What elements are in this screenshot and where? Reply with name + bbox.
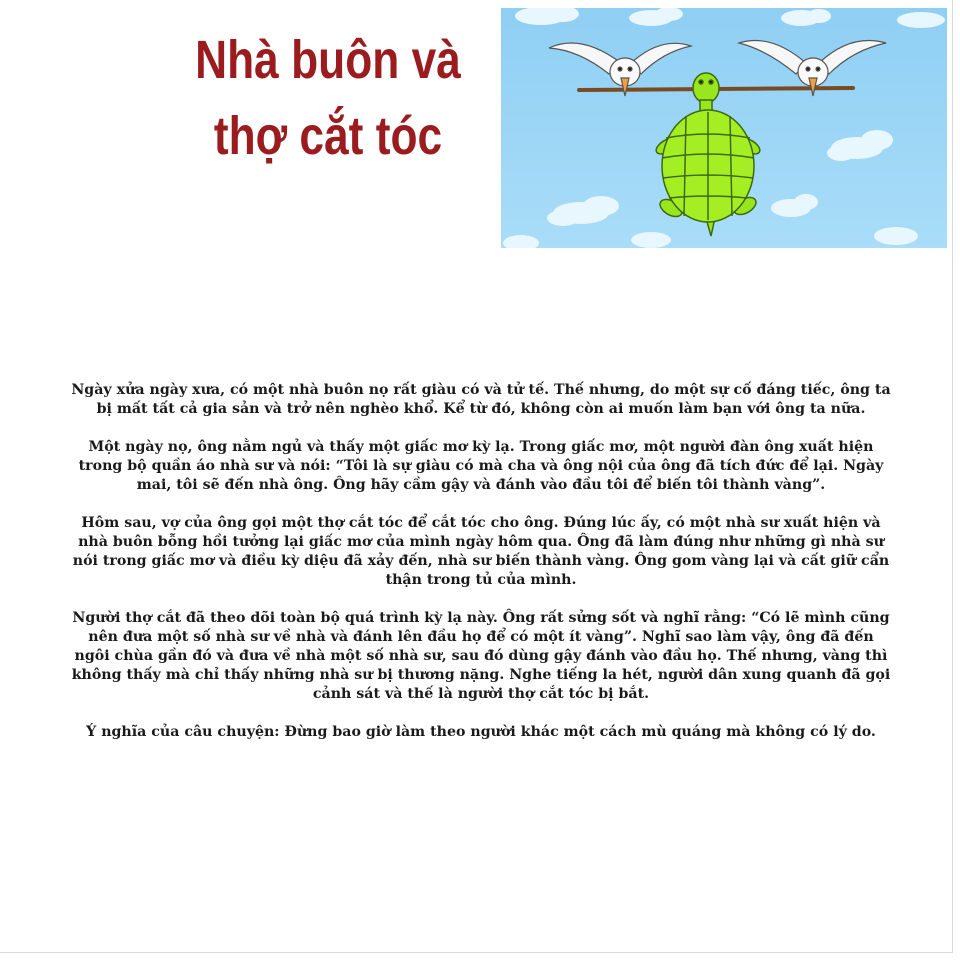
title-line-2: thợ cắt tóc bbox=[213, 106, 443, 166]
story-text bbox=[70, 381, 892, 761]
story-paragraph: Ngày xửa ngày xưa, có một nhà buôn nọ rất giàu có và tử tế. Thế nhưng, do một sự cố đáng tiếc, ông ta bị mất tất cả gia sản và trở nên nghèo khổ. Kể từ đó, không còn ai muốn làm bạn với ông ta nữa. bbox=[71, 382, 891, 417]
turtle-carried-by-birds-illustration bbox=[501, 8, 947, 248]
title-line-1: Nhà buôn và bbox=[195, 30, 461, 90]
story-paragraph: Hôm sau, vợ của ông gọi một thợ cắt tóc để cắt tóc cho ông. Đúng lúc ấy, có một nhà sư xuất hiện và nhà buôn bỗng hồi tưởng lại giấc mơ của mình ngày hôm qua. Ông đã làm đúng như những gì nhà sư nói trong giấc mơ và điều kỳ diệu đã xảy đến, nhà sư biến thành vàng. Ông gom vàng lại và cất giữ cẩn thận trong tủ của mình. bbox=[72, 515, 890, 588]
story-moral: Ý nghĩa của câu chuyện: Đừng bao giờ làm theo người khác một cách mù quáng mà không có lý do. bbox=[86, 724, 876, 740]
story-paragraph: Một ngày nọ, ông nằm ngủ và thấy một giấc mơ kỳ lạ. Trong giấc mơ, một người đàn ông xuất hiện trong bộ quần áo nhà sư và nói: “Tôi là sự giàu có mà cha và ông nội của ông đã tích đức để lại. Ngày mai, tôi sẽ đến nhà ông. Ông hãy cầm gậy và đánh vào đầu tôi để biến tôi thành vàng”. bbox=[78, 439, 884, 493]
story-paragraph: Người thợ cắt đã theo dõi toàn bộ quá trình kỳ lạ này. Ông rất sửng sốt và nghĩ rằng: “Có lẽ mình cũng nên đưa một số nhà sư về nhà và đánh lên đầu họ để có một ít vàng”. Nghĩ sao làm vậy, ông đã đến ngôi chùa gần đó và đưa về nhà một số nhà sư, sau đó dùng gậy đánh vào đầu họ. Thế nhưng, vàng thì không thấy mà chỉ thấy những nhà sư bị thương nặng. Nghe tiếng la hét, người dân xung quanh đã gọi cảnh sát và thế là người thợ cắt tóc bị bắt. bbox=[71, 610, 891, 702]
page-title bbox=[180, 22, 475, 174]
